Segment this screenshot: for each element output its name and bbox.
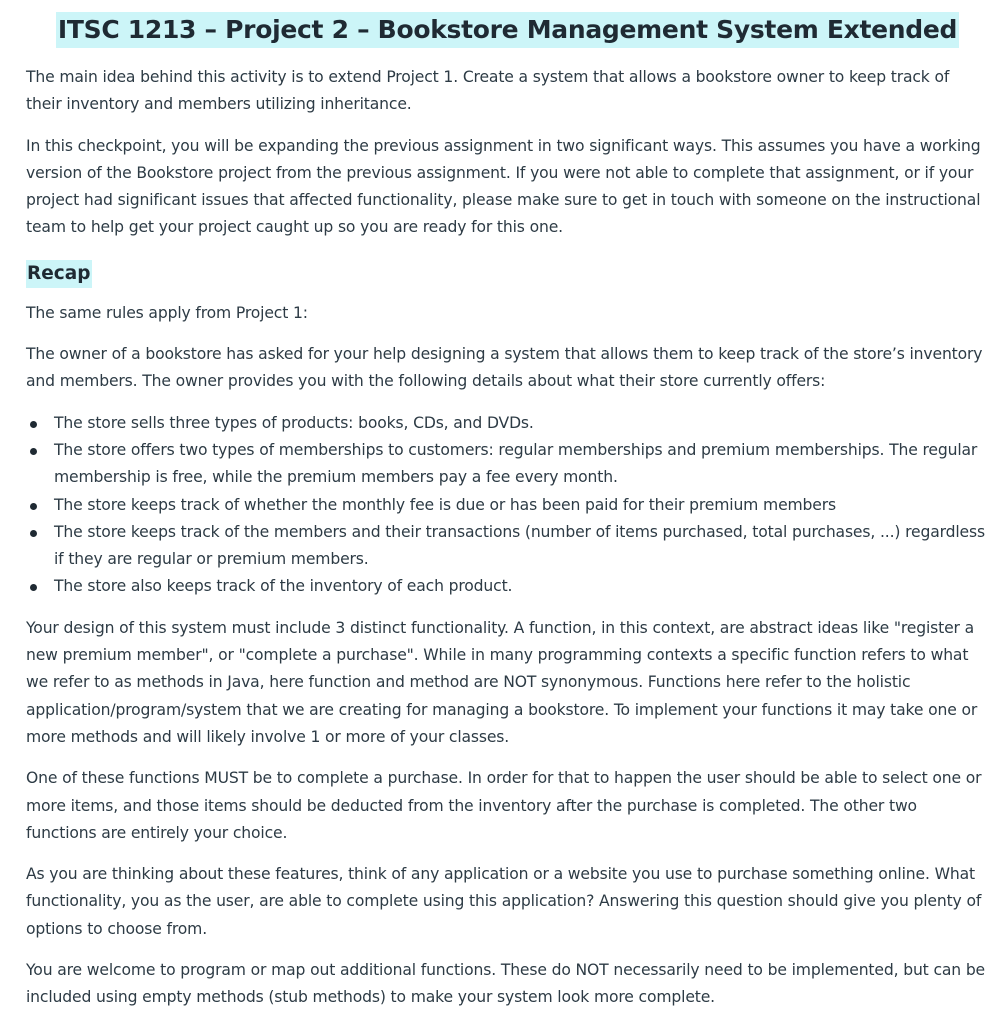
list-item-text: The store offers two types of memberships to customers: regular memberships and premium memberships. The regular membership is free, while the premium members pay a fee every month. <box>54 440 978 487</box>
requirements-list <box>26 410 989 601</box>
intro-paragraph-1: The main idea behind this activity is to extend Project 1. Create a system that allows a bookstore owner to keep track of their inventory and members utilizing inheritance. <box>26 68 950 114</box>
list-item-text: The store keeps track of whether the monthly fee is due or has been paid for their premium members <box>54 495 836 514</box>
recap-owner-text: The owner of a bookstore has asked for your help designing a system that allows them to keep track of the store’s inventory and members. The owner provides you with the following details about what their store currently offers: <box>26 345 983 391</box>
recap-heading: Recap <box>26 260 92 288</box>
functionality-paragraph: Your design of this system must include 3 distinct functionality. A function, in this context, are abstract ideas like "register a new premium member", or "complete a purchase". While in many programming contexts a specific function refers to what we refer to as methods in Java, here function and method are NOT synonymous. Functions here refer to the holistic application/program/system that we are creating for managing a bookstore. To implement your functions it may take one or more methods and will likely involve 1 or more of your classes. <box>26 618 978 746</box>
recap-heading-wrap <box>26 256 989 300</box>
list-item <box>54 573 989 600</box>
title-wrap <box>26 12 989 48</box>
list-item <box>54 437 989 492</box>
additional-functions-paragraph: You are welcome to program or map out additional functions. These do NOT necessarily need to be implemented, but can be included using empty methods (stub methods) to make your system look more complete. <box>26 961 986 1007</box>
bullet-icon <box>30 421 37 428</box>
list-item <box>54 492 989 519</box>
list-item-text: The store sells three types of products: books, CDs, and DVDs. <box>54 413 534 432</box>
page-title: ITSC 1213 – Project 2 – Bookstore Management System Extended <box>56 12 959 48</box>
bullet-icon <box>30 584 37 591</box>
features-paragraph: As you are thinking about these features, think of any application or a website you use to purchase something online. What functionality, you as the user, are able to complete using this application? Answering this question should give you plenty of options to choose from. <box>26 865 982 938</box>
list-item-text: The store also keeps track of the inventory of each product. <box>54 577 513 596</box>
intro-paragraph-2: In this checkpoint, you will be expanding the previous assignment in two significant ways. This assumes you have a working version of the Bookstore project from the previous assignment. If you were not able to complete that assignment, or if your project had significant issues that affected functionality, please make sure to get in touch with someone on the instructional team to help get your project caught up so you are ready for this one. <box>26 136 981 237</box>
bullet-icon <box>30 503 37 510</box>
bullet-icon <box>30 530 37 537</box>
purchase-paragraph: One of these functions MUST be to complete a purchase. In order for that to happen the user should be able to select one or more items, and those items should be deducted from the inventory after the purchase is completed. The other two functions are entirely your choice. <box>26 769 982 842</box>
recap-rules-text: The same rules apply from Project 1: <box>26 303 308 322</box>
list-item <box>54 410 989 437</box>
bullet-icon <box>30 448 37 455</box>
list-item-text: The store keeps track of the members and their transactions (number of items purchased, total purchases, ...) regardless if they are regular or premium members. <box>54 522 985 569</box>
list-item <box>54 519 989 574</box>
